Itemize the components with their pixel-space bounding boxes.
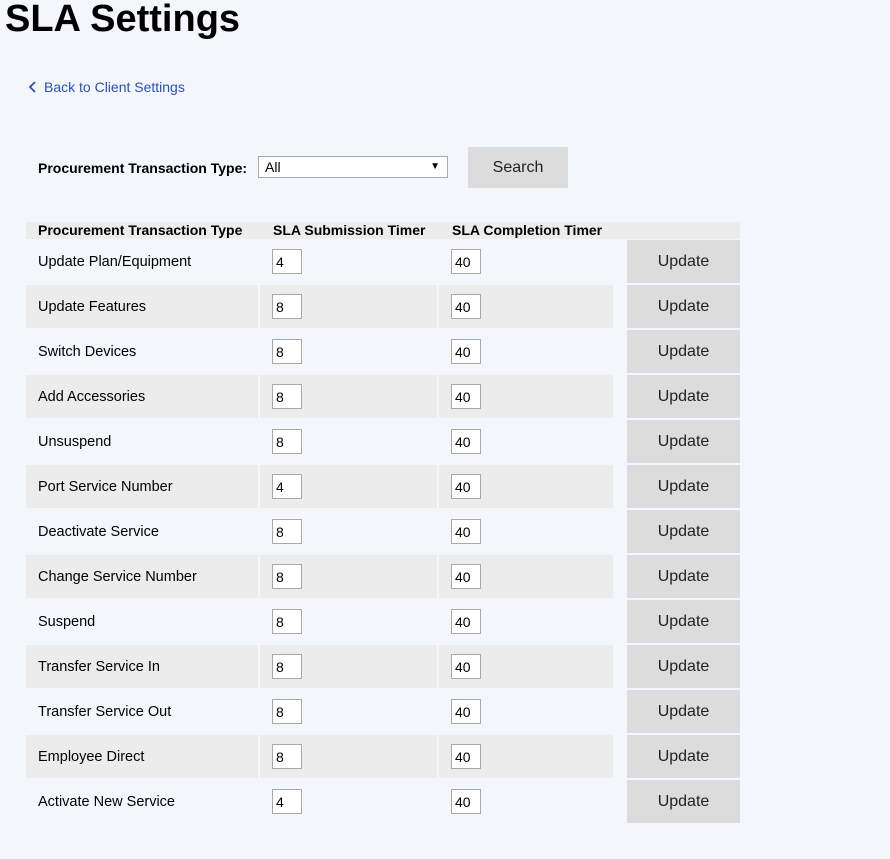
submission-timer-cell (260, 240, 437, 283)
transaction-type-cell (26, 285, 258, 328)
transaction-type-cell (26, 645, 258, 688)
update-button[interactable]: Update (627, 465, 740, 508)
completion-timer-cell (439, 690, 613, 733)
update-button[interactable]: Update (627, 600, 740, 643)
dropdown-caret-icon: ▼ (430, 160, 441, 172)
completion-timer-cell (439, 735, 613, 778)
action-spacer (615, 555, 627, 598)
completion-timer-cell (439, 645, 613, 688)
transaction-type-cell (26, 420, 258, 463)
submission-timer-cell (260, 555, 437, 598)
transaction-type-cell (26, 600, 258, 643)
update-button[interactable]: Update (627, 330, 740, 373)
transaction-type-select[interactable] (258, 156, 448, 178)
transaction-type-label: Port Service Number (38, 478, 173, 495)
table-row (26, 374, 740, 419)
update-button[interactable]: Update (627, 645, 740, 688)
update-button[interactable]: Update (627, 690, 740, 733)
table-row (26, 779, 740, 824)
submission-timer-cell (260, 600, 437, 643)
submission-timer-input[interactable] (272, 384, 302, 409)
transaction-type-cell (26, 330, 258, 373)
filter-bar (38, 147, 568, 188)
action-cell (627, 645, 740, 688)
submission-timer-input[interactable] (272, 429, 302, 454)
completion-timer-input[interactable] (451, 699, 481, 724)
completion-timer-cell (439, 510, 613, 553)
completion-timer-input[interactable] (451, 609, 481, 634)
action-cell (627, 285, 740, 328)
submission-timer-input[interactable] (272, 609, 302, 634)
back-link-label: Back to Client Settings (44, 79, 185, 95)
table-row (26, 509, 740, 554)
completion-timer-input[interactable] (451, 519, 481, 544)
update-button[interactable]: Update (627, 375, 740, 418)
action-cell (627, 600, 740, 643)
transaction-type-label: Transfer Service In (38, 658, 160, 675)
submission-timer-cell (260, 510, 437, 553)
action-cell (627, 465, 740, 508)
action-spacer (615, 465, 627, 508)
completion-timer-input[interactable] (451, 339, 481, 364)
action-spacer (615, 510, 627, 553)
submission-timer-cell (260, 330, 437, 373)
submission-timer-input[interactable] (272, 474, 302, 499)
transaction-type-label: Employee Direct (38, 748, 145, 765)
completion-timer-cell (439, 285, 613, 328)
transaction-type-cell (26, 690, 258, 733)
completion-timer-cell (439, 465, 613, 508)
submission-timer-cell (260, 735, 437, 778)
action-cell (627, 690, 740, 733)
completion-timer-input[interactable] (451, 249, 481, 274)
action-spacer (615, 780, 627, 823)
submission-timer-input[interactable] (272, 249, 302, 274)
transaction-type-label: Change Service Number (38, 568, 197, 585)
submission-timer-input[interactable] (272, 519, 302, 544)
table-row (26, 284, 740, 329)
completion-timer-input[interactable] (451, 789, 481, 814)
transaction-type-cell (26, 240, 258, 283)
submission-timer-cell (260, 645, 437, 688)
column-header-actions (627, 222, 740, 239)
completion-timer-input[interactable] (451, 294, 481, 319)
action-cell (627, 240, 740, 283)
action-cell (627, 555, 740, 598)
table-body (26, 239, 740, 824)
completion-timer-input[interactable] (451, 654, 481, 679)
page-title: SLA Settings (5, 0, 241, 40)
action-cell (627, 330, 740, 373)
submission-timer-input[interactable] (272, 789, 302, 814)
transaction-type-label: Add Accessories (38, 388, 146, 405)
transaction-type-cell (26, 465, 258, 508)
completion-timer-input[interactable] (451, 564, 481, 589)
action-spacer (615, 690, 627, 733)
action-spacer (615, 420, 627, 463)
action-cell (627, 780, 740, 823)
submission-timer-input[interactable] (272, 699, 302, 724)
completion-timer-input[interactable] (451, 744, 481, 769)
table-row (26, 644, 740, 689)
transaction-type-cell (26, 735, 258, 778)
submission-timer-cell (260, 465, 437, 508)
completion-timer-input[interactable] (451, 474, 481, 499)
submission-timer-cell (260, 420, 437, 463)
action-spacer (615, 330, 627, 373)
transaction-type-cell (26, 510, 258, 553)
table-row (26, 329, 740, 374)
transaction-type-label: Unsuspend (38, 433, 112, 450)
completion-timer-cell (439, 555, 613, 598)
completion-timer-input[interactable] (451, 384, 481, 409)
submission-timer-input[interactable] (272, 654, 302, 679)
transaction-type-filter-label: Procurement Transaction Type: (38, 159, 248, 176)
completion-timer-cell (439, 780, 613, 823)
transaction-type-cell (26, 555, 258, 598)
table-row (26, 464, 740, 509)
completion-timer-cell (439, 420, 613, 463)
transaction-type-cell (26, 780, 258, 823)
update-button[interactable]: Update (627, 780, 740, 823)
action-cell (627, 375, 740, 418)
column-header-transaction-type: Procurement Transaction Type (38, 222, 243, 238)
update-button[interactable]: Update (627, 240, 740, 283)
table-header-row (26, 222, 740, 239)
transaction-type-label: Transfer Service Out (38, 703, 172, 720)
transaction-type-label: Switch Devices (38, 343, 137, 360)
transaction-type-label: Update Plan/Equipment (38, 253, 192, 270)
submission-timer-cell (260, 690, 437, 733)
completion-timer-input[interactable] (451, 429, 481, 454)
transaction-type-cell (26, 375, 258, 418)
submission-timer-cell (260, 780, 437, 823)
submission-timer-cell (260, 285, 437, 328)
action-cell (627, 510, 740, 553)
completion-timer-cell (439, 330, 613, 373)
table-row (26, 554, 740, 599)
submission-timer-cell (260, 375, 437, 418)
transaction-type-label: Activate New Service (38, 793, 175, 810)
table-row (26, 689, 740, 734)
table-row (26, 599, 740, 644)
completion-timer-cell (439, 375, 613, 418)
action-spacer (615, 375, 627, 418)
transaction-type-label: Suspend (38, 613, 96, 630)
sla-table (26, 222, 740, 824)
action-spacer (615, 600, 627, 643)
transaction-type-label: Deactivate Service (38, 523, 159, 540)
action-spacer (615, 285, 627, 328)
action-spacer (615, 240, 627, 283)
back-to-client-settings-link[interactable] (27, 79, 185, 95)
transaction-type-select-value: All (265, 158, 281, 175)
submission-timer-input[interactable] (272, 339, 302, 364)
submission-timer-input[interactable] (272, 564, 302, 589)
action-spacer (615, 645, 627, 688)
table-row (26, 734, 740, 779)
column-header-completion-timer: SLA Completion Timer (452, 222, 603, 238)
update-button[interactable]: Update (627, 420, 740, 463)
chevron-left-icon (27, 80, 39, 94)
action-cell (627, 420, 740, 463)
completion-timer-cell (439, 240, 613, 283)
transaction-type-label: Update Features (38, 298, 147, 315)
submission-timer-input[interactable] (272, 744, 302, 769)
action-spacer (615, 735, 627, 778)
completion-timer-cell (439, 600, 613, 643)
update-button[interactable]: Update (627, 555, 740, 598)
update-button[interactable]: Update (627, 510, 740, 553)
action-cell (627, 735, 740, 778)
update-button[interactable]: Update (627, 285, 740, 328)
table-row (26, 419, 740, 464)
column-header-submission-timer: SLA Submission Timer (273, 222, 426, 238)
update-button[interactable]: Update (627, 735, 740, 778)
table-row (26, 239, 740, 284)
submission-timer-input[interactable] (272, 294, 302, 319)
search-button[interactable]: Search (468, 147, 568, 188)
